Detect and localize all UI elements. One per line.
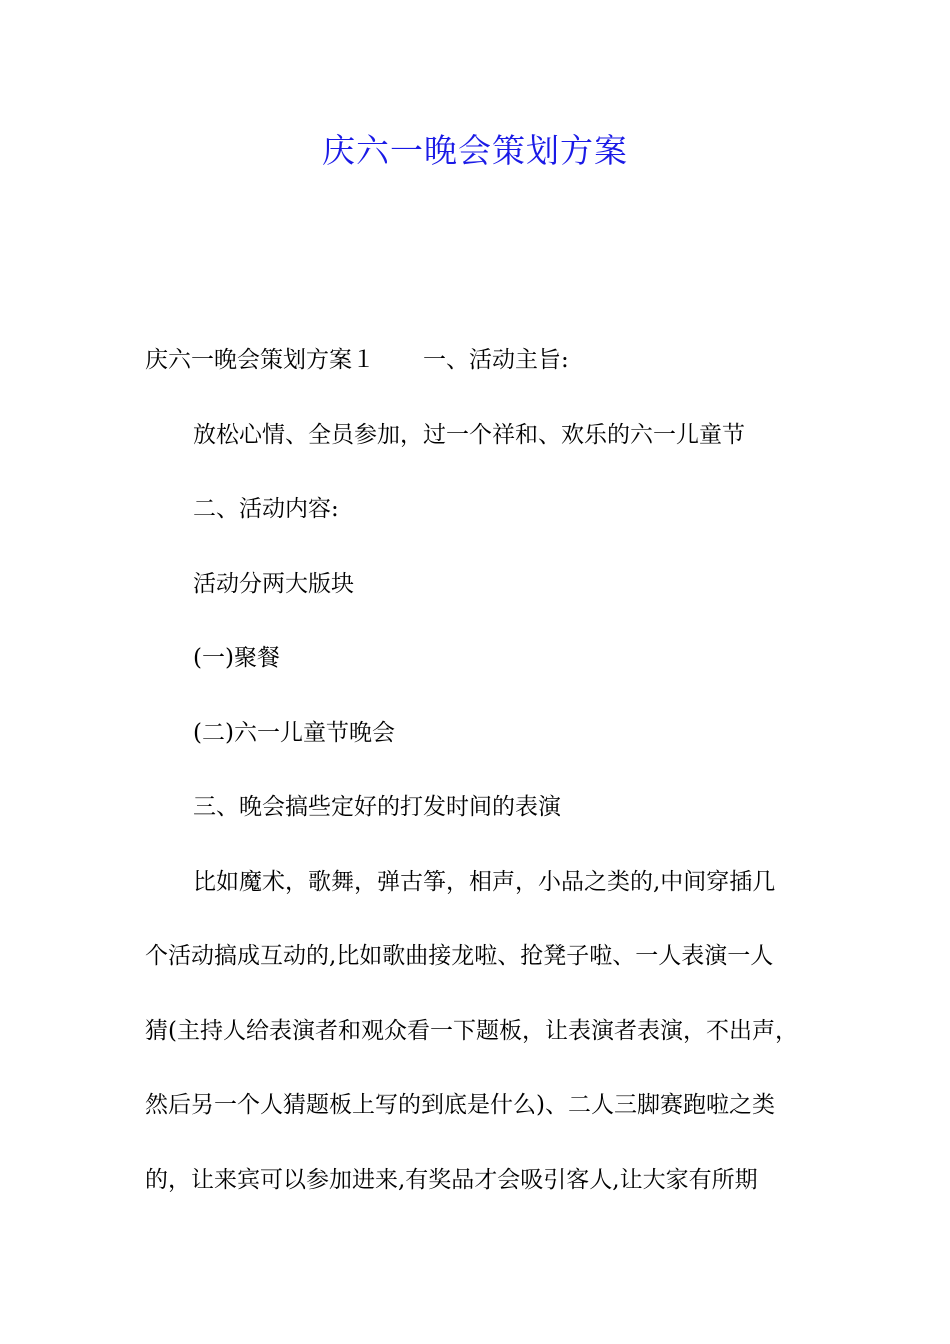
first-line xyxy=(145,345,815,375)
paragraph-line-4: 然后另一个人猜题板上写的到底是什么)、二人三脚赛跑啦之类 xyxy=(145,1092,775,1118)
heading-activity-purpose: 一、活动主旨: xyxy=(423,347,569,373)
paragraph-line-2: 个活动搞成互动的,比如歌曲接龙啦、抢凳子啦、一人表演一人 xyxy=(145,943,774,969)
heading-performances: 三、晚会搞些定好的打发时间的表演 xyxy=(193,794,561,820)
paragraph-line-1: 比如魔术，歌舞，弹古筝，相声，小品之类的,中间穿插几 xyxy=(193,869,776,895)
list-item-party: (二)六一儿童节晚会 xyxy=(193,720,395,746)
paragraph-purpose-text: 放松心情、全员参加，过一个祥和、欢乐的六一儿童节 xyxy=(193,422,745,448)
paragraph-two-sections: 活动分两大版块 xyxy=(193,571,354,597)
paragraph-line-5: 的，让来宾可以参加进来,有奖品才会吸引客人,让大家有所期 xyxy=(145,1167,758,1193)
heading-activity-content: 二、活动内容: xyxy=(193,496,339,522)
list-item-dinner: (一)聚餐 xyxy=(193,645,280,671)
document-title: 庆六一晚会策划方案 xyxy=(322,131,628,170)
section-heading-plan-1: 庆六一晚会策划方案１ xyxy=(145,347,375,373)
paragraph-line-3: 猜(主持人给表演者和观众看一下题板，让表演者表演，不出声， xyxy=(145,1018,798,1044)
